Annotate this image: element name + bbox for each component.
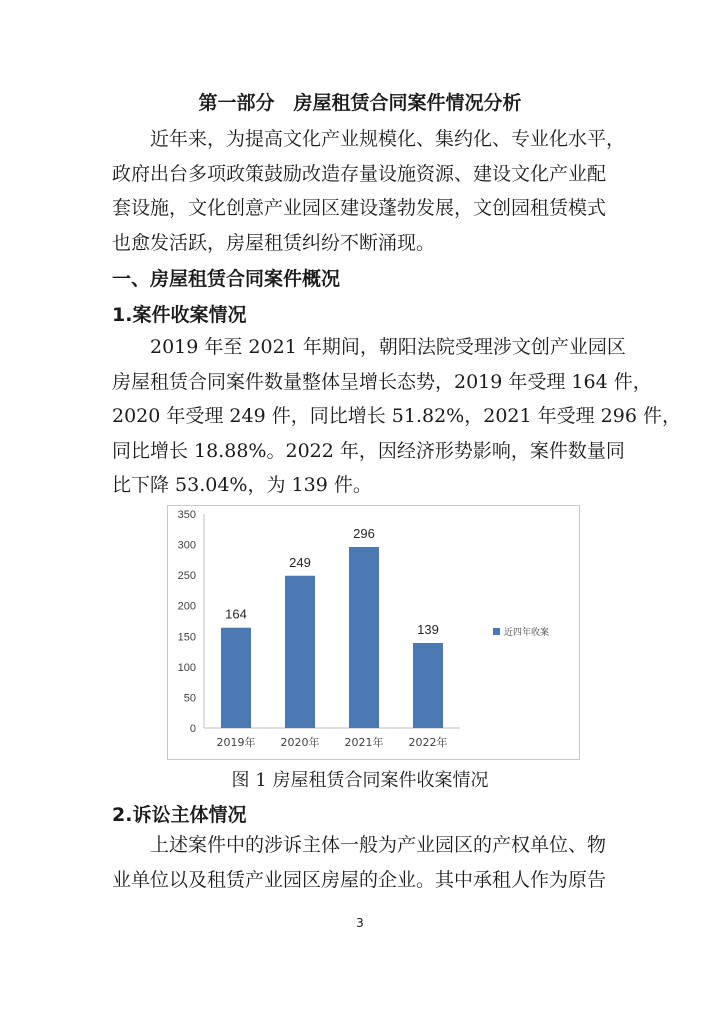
text-line: 上述案件中的涉诉主体一般为产业园区的产权单位、物: [150, 834, 607, 856]
x-tick-label: 2021年: [344, 736, 384, 749]
bar: [285, 576, 315, 728]
text-line: 业单位以及租赁产业园区房屋的企业。其中承租人作为原告: [112, 868, 607, 891]
y-tick-label: 350: [177, 509, 196, 521]
text-line: 也愈发活跃，房屋租赁纠纷不断涌现。: [112, 231, 436, 254]
x-tick-label: 2022年: [408, 736, 448, 749]
case-filing-paragraph: [112, 330, 681, 503]
x-tick-label: 2020年: [280, 736, 320, 749]
case-filing-chart: [167, 505, 580, 760]
text-line: 同比增长 18.88%。2022 年，因经济形势影响，案件数量同: [112, 439, 625, 462]
y-tick-label: 300: [177, 539, 196, 552]
bar: [221, 628, 251, 728]
section-heading: 一、房屋租赁合同案件概况: [112, 268, 341, 290]
text-line: 政府出台多项政策鼓励改造存量设施资源、建设文化产业配: [112, 162, 607, 185]
y-tick-label: 0: [189, 723, 196, 735]
subsection-heading: 1.案件收案情况: [112, 304, 247, 326]
intro-paragraph: [112, 122, 626, 260]
x-tick-label: 2019年: [216, 736, 256, 749]
y-tick-label: 50: [183, 692, 196, 705]
text-line: 2020 年受理 249 件，同比增长 51.82%，2021 年受理 296 件，: [112, 405, 681, 427]
y-tick-label: 150: [177, 631, 196, 644]
data-label: 249: [289, 554, 311, 570]
page-title: 第一部分 房屋租赁合同案件情况分析: [198, 92, 522, 114]
y-tick-label: 200: [177, 600, 196, 613]
legend-label: 近四年收案: [504, 628, 550, 638]
figure-caption: 图 1 房屋租赁合同案件收案情况: [231, 770, 489, 791]
data-label: 164: [225, 606, 247, 622]
subsection-heading: 2.诉讼主体情况: [112, 804, 247, 826]
bar: [413, 643, 443, 728]
y-tick-label: 100: [177, 661, 196, 674]
y-tick-label: 250: [177, 570, 196, 583]
bar-chart-svg: [168, 506, 579, 759]
data-label: 139: [417, 622, 439, 638]
text-line: 近年来，为提高文化产业规模化、集约化、专业化水平，: [150, 128, 626, 150]
legend-swatch: [493, 628, 500, 635]
bar: [349, 547, 379, 728]
text-line: 房屋租赁合同案件数量整体呈增长态势，2019 年受理 164 件，: [112, 370, 652, 393]
text-line: 比下降 53.04%，为 139 件。: [112, 474, 372, 496]
page-number: 3: [356, 916, 364, 930]
text-line: 2019 年至 2021 年期间，朝阳法院受理涉文创产业园区: [150, 336, 626, 358]
litigation-subject-paragraph: [112, 828, 612, 897]
text-line: 套设施，文化创意产业园区建设蓬勃发展，文创园租赁模式: [112, 197, 607, 219]
data-label: 296: [353, 526, 375, 542]
